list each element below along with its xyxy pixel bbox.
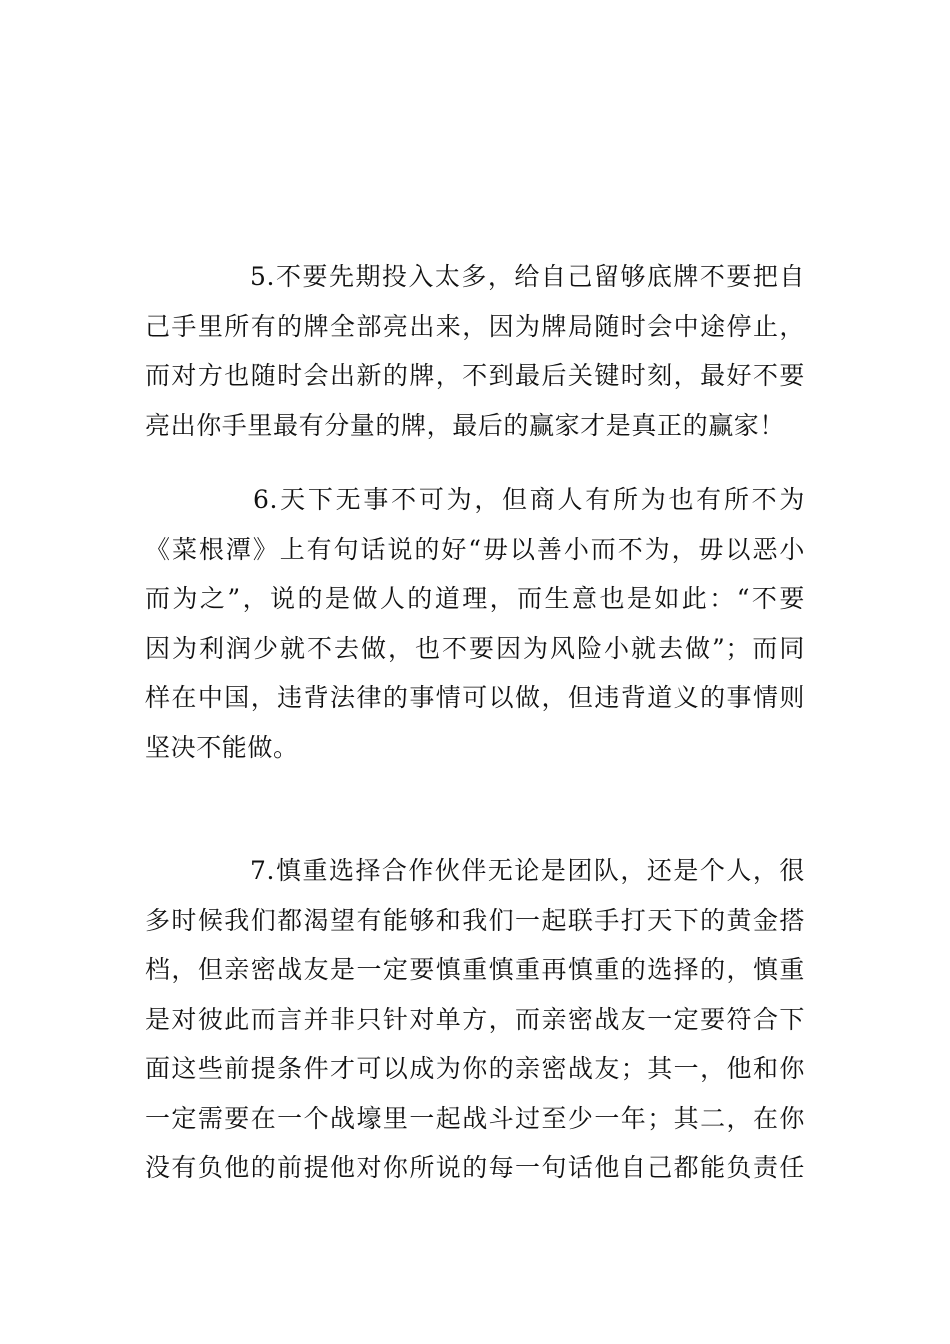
paragraph-line: 面这些前提条件才可以成为你的亲密战友；其一，他和你 [145, 1054, 805, 1083]
paragraph-line: 多时候我们都渴望有能够和我们一起联手打天下的黄金搭 [145, 905, 805, 935]
paragraph-line: 档，但亲密战友是一定要慎重慎重再慎重的选择的，慎重 [145, 955, 805, 984]
paragraph-line: 没有负他的前提他对你所说的每一句话他自己都能负责任 [145, 1153, 805, 1182]
paragraph-5 [145, 252, 805, 450]
paragraph-7 [145, 846, 805, 1193]
paragraph-line: 己手里所有的牌全部亮出来，因为牌局随时会中途停止， [145, 311, 805, 341]
paragraph-line: 是对彼此而言并非只针对单方，而亲密战友一定要符合下 [145, 1004, 805, 1034]
paragraph-line: 亮出你手里最有分量的牌，最后的赢家才是真正的赢家！ [145, 410, 786, 440]
paragraph-line: 因为利润少就不去做，也不要因为风险小就去做”；而同 [145, 633, 805, 663]
paragraph-line: 样在中国，违背法律的事情可以做，但违背道义的事情则 [145, 683, 805, 712]
paragraph-line: 5.不要先期投入太多，给自己留够底牌不要把自 [250, 262, 805, 291]
paragraph-line: 7.慎重选择合作伙伴无论是团队，还是个人，很 [250, 856, 805, 885]
paragraph-line: 而对方也随时会出新的牌，不到最后关键时刻，最好不要 [145, 361, 805, 390]
paragraph-6 [145, 475, 805, 772]
paragraph-line: 而为之”，说的是做人的道理，而生意也是如此：“不要 [145, 584, 805, 613]
paragraph-line: 6.天下无事不可为，但商人有所为也有所不为 [253, 485, 805, 514]
paragraph-line: 坚决不能做。 [145, 732, 299, 762]
paragraph-line: 《菜根潭》上有句话说的好“毋以善小而不为，毋以恶小 [145, 534, 805, 564]
paragraph-line: 一定需要在一个战壕里一起战斗过至少一年；其二，在你 [145, 1103, 805, 1133]
